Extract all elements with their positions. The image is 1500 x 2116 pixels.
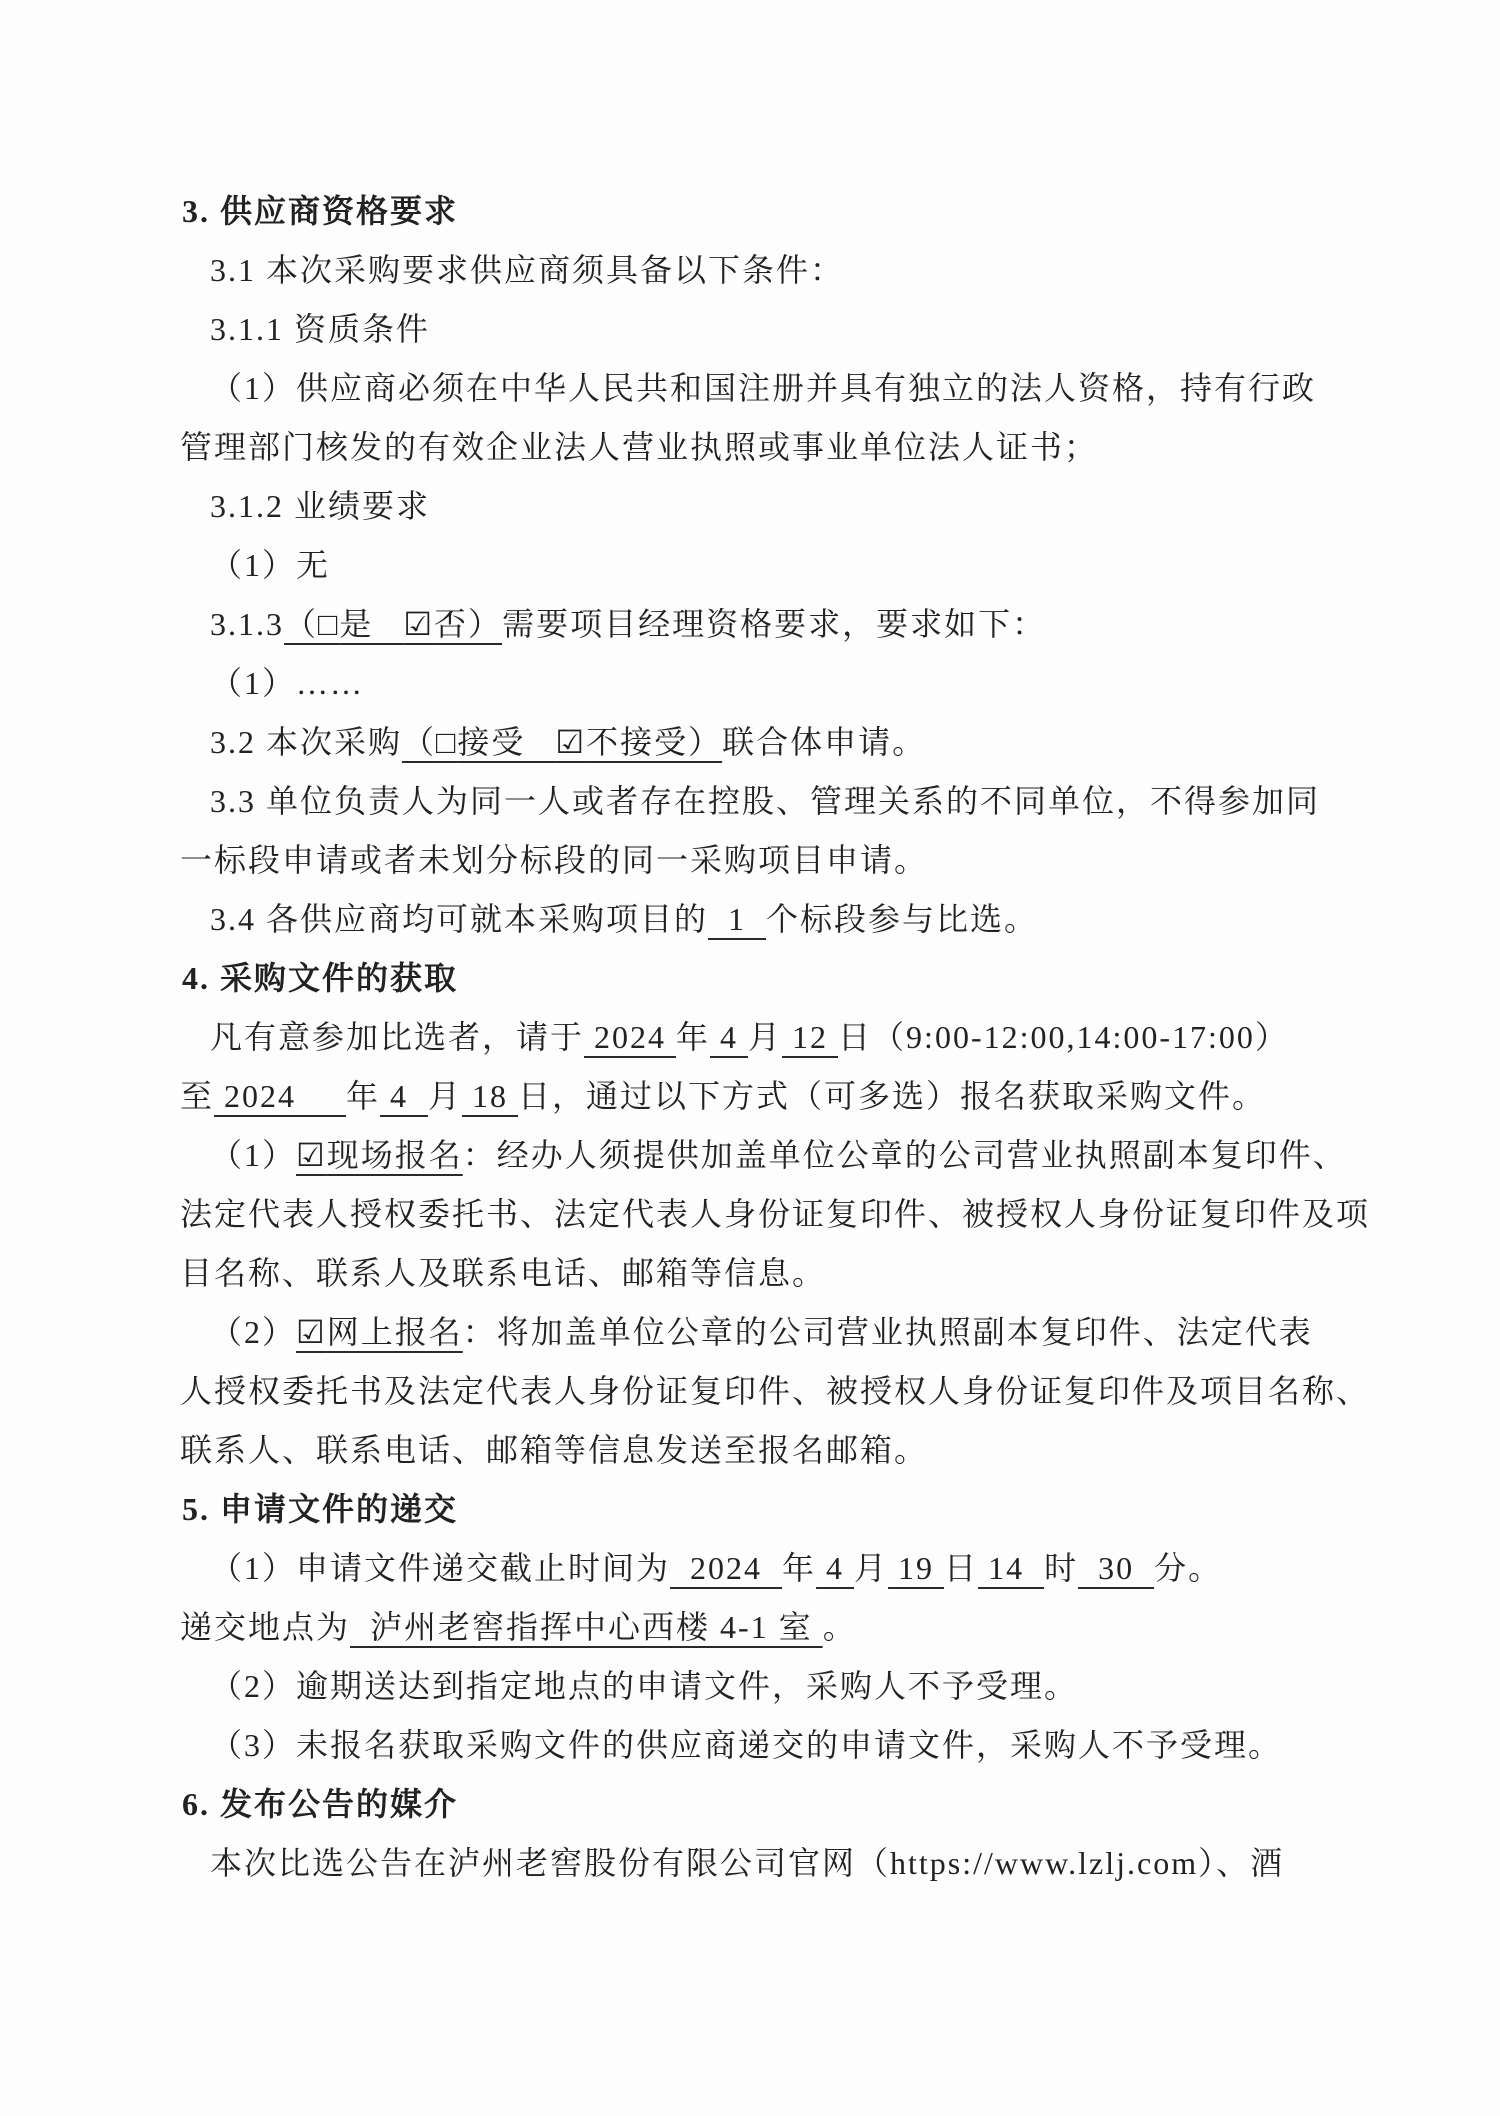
underlined-segment: 是	[339, 606, 404, 642]
text-segment: （1）无	[210, 547, 331, 583]
text-line	[180, 477, 1440, 536]
text-segment: 3.1.3	[210, 606, 284, 642]
underlined-segment: 否）	[434, 606, 503, 642]
text-line	[180, 1716, 1440, 1775]
text-segment: 联合体申请。	[722, 724, 927, 760]
text-segment: （3）未报名获取采购文件的供应商递交的申请文件，采购人不予受理。	[210, 1727, 1283, 1763]
text-line	[180, 1244, 1440, 1303]
text-segment: 凡有意参加比选者，请于	[210, 1019, 585, 1055]
text-segment: 6. 发布公告的媒介	[182, 1786, 459, 1822]
underlined-segment: 19	[888, 1550, 945, 1586]
text-line	[180, 1480, 1440, 1539]
text-line	[180, 1185, 1440, 1244]
checked-checkbox-icon: ☑	[555, 724, 587, 760]
text-segment: （1）……	[210, 665, 365, 701]
text-segment: 5. 申请文件的递交	[182, 1491, 459, 1527]
text-segment: （1）	[210, 1137, 297, 1173]
text-line	[180, 713, 1440, 772]
text-line	[180, 241, 1440, 300]
document-body	[180, 182, 1440, 1893]
text-segment: 月	[854, 1550, 889, 1586]
text-segment: 分。	[1154, 1550, 1223, 1586]
text-line	[180, 1126, 1440, 1185]
underlined-segment: 18	[462, 1078, 519, 1114]
text-line	[180, 595, 1440, 654]
text-segment: 3.1.2 业绩要求	[210, 488, 431, 524]
text-segment: 日，通过以下方式（可多选）报名获取采购文件。	[518, 1078, 1267, 1114]
text-line	[180, 300, 1440, 359]
underlined-segment: 1	[708, 901, 767, 937]
underlined-segment: 接受	[457, 724, 556, 760]
text-line	[180, 1421, 1440, 1480]
text-line	[180, 890, 1440, 949]
text-segment: 管理部门核发的有效企业法人营业执照或事业单位法人证书；	[180, 429, 1099, 465]
text-segment: 年	[676, 1019, 711, 1055]
underlined-segment: 现场报名	[326, 1137, 463, 1173]
underlined-segment: 30	[1078, 1550, 1155, 1586]
text-line	[180, 1008, 1440, 1067]
text-segment: 年	[346, 1078, 381, 1114]
text-line	[180, 831, 1440, 890]
text-line	[180, 1598, 1440, 1657]
text-segment: 一标段申请或者未划分标段的同一采购项目申请。	[180, 842, 929, 878]
unchecked-checkbox-icon: □	[436, 724, 458, 760]
text-line	[180, 1539, 1440, 1598]
underlined-segment: （	[284, 606, 319, 642]
text-line	[180, 772, 1440, 831]
text-segment: 。	[822, 1609, 857, 1645]
underlined-segment: 2024	[670, 1550, 783, 1586]
text-segment: 4. 采购文件的获取	[182, 960, 459, 996]
text-segment: （2）	[210, 1314, 297, 1350]
text-segment: 日（9:00-12:00,14:00-17:00）	[838, 1019, 1289, 1055]
checked-checkbox-icon: ☑	[296, 1314, 327, 1350]
checked-checkbox-icon: ☑	[296, 1137, 327, 1173]
text-line	[180, 182, 1440, 241]
underlined-segment: 12	[782, 1019, 839, 1055]
text-line	[180, 654, 1440, 713]
text-segment: （1）申请文件递交截止时间为	[210, 1550, 671, 1586]
underlined-segment: 4	[710, 1019, 749, 1055]
text-segment: 年	[782, 1550, 817, 1586]
text-segment: 法定代表人授权委托书、法定代表人身份证复印件、被授权人身份证复印件及项	[180, 1196, 1371, 1232]
text-segment: 人授权委托书及法定代表人身份证复印件、被授权人身份证复印件及项目名称、	[180, 1373, 1371, 1409]
text-segment: 需要项目经理资格要求，要求如下：	[502, 606, 1047, 642]
text-segment: 联系人、联系电话、邮箱等信息发送至报名邮箱。	[180, 1432, 929, 1468]
text-segment: 本次比选公告在泸州老窖股份有限公司官网（https://www.lzlj.com）、酒	[210, 1845, 1285, 1881]
text-line	[180, 418, 1440, 477]
text-line	[180, 536, 1440, 595]
text-line	[180, 1362, 1440, 1421]
underlined-segment: 泸州老窖指挥中心西楼 4-1 室	[350, 1609, 823, 1645]
text-segment: 递交地点为	[180, 1609, 351, 1645]
text-line	[180, 1657, 1440, 1716]
text-segment: 3.4 各供应商均可就本采购项目的	[210, 901, 709, 937]
text-segment: 3.3 单位负责人为同一人或者存在控股、管理关系的不同单位，不得参加同	[210, 783, 1321, 819]
text-line	[180, 1067, 1440, 1126]
text-segment: 个标段参与比选。	[766, 901, 1039, 937]
underlined-segment: （	[402, 724, 437, 760]
underlined-segment: 4	[816, 1550, 855, 1586]
underlined-segment: 14	[978, 1550, 1045, 1586]
text-segment: 时	[1044, 1550, 1079, 1586]
underlined-segment: 网上报名	[326, 1314, 463, 1350]
text-line	[180, 949, 1440, 1008]
text-segment: 月	[428, 1078, 463, 1114]
text-line	[180, 1775, 1440, 1834]
text-segment: 月	[748, 1019, 783, 1055]
unchecked-checkbox-icon: □	[318, 606, 340, 642]
underlined-segment: 4	[380, 1078, 429, 1114]
text-line	[180, 1303, 1440, 1362]
text-segment: 日	[944, 1550, 979, 1586]
text-segment: ：将加盖单位公章的公司营业执照副本复印件、法定代表	[462, 1314, 1313, 1350]
text-line	[180, 359, 1440, 418]
text-segment: ：经办人须提供加盖单位公章的公司营业执照副本复印件、	[462, 1137, 1347, 1173]
text-segment: 3.2 本次采购	[210, 724, 403, 760]
text-segment: （1）供应商必须在中华人民共和国注册并具有独立的法人资格，持有行政	[210, 370, 1317, 406]
text-segment: 目名称、联系人及联系电话、邮箱等信息。	[180, 1255, 827, 1291]
text-segment: 3.1.1 资质条件	[210, 311, 431, 347]
text-segment: 3. 供应商资格要求	[182, 193, 459, 229]
underlined-segment: 2024	[214, 1078, 347, 1114]
text-line	[180, 1834, 1440, 1893]
underlined-segment: 2024	[584, 1019, 677, 1055]
underlined-segment: 不接受）	[586, 724, 723, 760]
checked-checkbox-icon: ☑	[403, 606, 435, 642]
text-segment: 至	[180, 1078, 215, 1114]
text-segment: 3.1 本次采购要求供应商须具备以下条件：	[210, 252, 845, 288]
text-segment: （2）逾期送达到指定地点的申请文件，采购人不予受理。	[210, 1668, 1079, 1704]
